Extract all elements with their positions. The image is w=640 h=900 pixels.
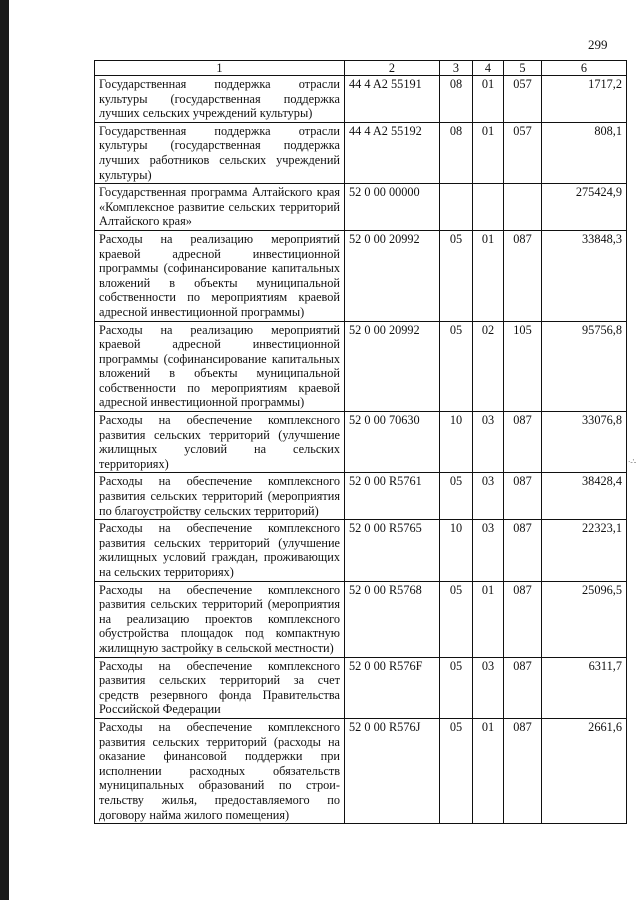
table-row [95, 321, 627, 412]
row-description: Расходы на обеспечение комплексного развития сельских территорий (расходы на оказание финансовой поддержки при исполнении расходных обязательств муниципальных образований по строительству жилья, предоставляемого по договору найма жилого помещения) [95, 718, 345, 823]
budget-table [94, 60, 627, 824]
row-section: 10 [440, 520, 473, 581]
row-section: 05 [440, 657, 473, 718]
column-header: 6 [542, 61, 627, 76]
row-target-code: 44 4 A2 55192 [345, 122, 440, 183]
row-amount: 2661,6 [542, 718, 627, 823]
row-amount: 33848,3 [542, 230, 627, 321]
row-section: 05 [440, 473, 473, 520]
row-subsection: 01 [473, 76, 504, 123]
row-description: Расходы на обеспечение комплексного развития сельских территорий (улучшение жилищных условий граждан, проживающих на сельских территориях) [95, 520, 345, 581]
row-description: Расходы на реализацию мероприятий краевой адресной инвестиционной программы (софинансирование капитальных вложений в объекты муниципальной собственности по мероприятиям краевой адресной инвестиционной программы) [95, 230, 345, 321]
row-target-code: 52 0 00 70630 [345, 412, 440, 473]
table-row [95, 122, 627, 183]
table-row [95, 230, 627, 321]
row-subsection: 03 [473, 520, 504, 581]
row-section: 05 [440, 581, 473, 657]
scan-edge-shadow [0, 0, 9, 900]
row-amount: 25096,5 [542, 581, 627, 657]
row-expense-type: 057 [504, 76, 542, 123]
row-description: Расходы на обеспечение комплексного развития сельских территорий за счет средств резервного фонда Правительства Российской Федерации [95, 657, 345, 718]
table-row [95, 581, 627, 657]
row-description: Расходы на реализацию мероприятий краевой адресной инвестиционной программы (софинансирование капитальных вложений в объекты муниципальной собственности по мероприятиям краевой адресной инвестиционной программы) [95, 321, 345, 412]
table-row [95, 657, 627, 718]
row-section: 08 [440, 76, 473, 123]
row-target-code: 52 0 00 20992 [345, 230, 440, 321]
row-section [440, 184, 473, 231]
row-subsection: 01 [473, 581, 504, 657]
row-amount: 808,1 [542, 122, 627, 183]
table-row [95, 76, 627, 123]
row-subsection: 01 [473, 122, 504, 183]
column-header: 2 [345, 61, 440, 76]
row-amount: 22323,1 [542, 520, 627, 581]
row-expense-type: 087 [504, 412, 542, 473]
page-number: 299 [588, 37, 608, 52]
row-expense-type: 087 [504, 581, 542, 657]
row-subsection: 03 [473, 412, 504, 473]
table-row [95, 412, 627, 473]
row-amount: 95756,8 [542, 321, 627, 412]
row-subsection: 01 [473, 230, 504, 321]
row-amount: 38428,4 [542, 473, 627, 520]
row-subsection: 03 [473, 657, 504, 718]
row-description: Расходы на обеспечение комплексного развития сельских территорий (мероприятия на реализацию проектов комплексного обустройства площадок под компактную жилищную застройку в сельской местности) [95, 581, 345, 657]
row-target-code: 52 0 00 R5765 [345, 520, 440, 581]
row-section: 05 [440, 718, 473, 823]
row-subsection: 01 [473, 718, 504, 823]
row-subsection: 02 [473, 321, 504, 412]
row-expense-type: 087 [504, 520, 542, 581]
row-section: 05 [440, 321, 473, 412]
row-subsection: 03 [473, 473, 504, 520]
row-amount: 6311,7 [542, 657, 627, 718]
row-amount: 275424,9 [542, 184, 627, 231]
row-section: 08 [440, 122, 473, 183]
row-expense-type: 105 [504, 321, 542, 412]
table-row [95, 718, 627, 823]
row-description: Государственная программа Алтайского края «Комплексное развитие сельских территорий Алтайского края» [95, 184, 345, 231]
table-header-row [95, 61, 627, 76]
row-target-code: 52 0 00 R576J [345, 718, 440, 823]
table-row [95, 520, 627, 581]
table-row [95, 473, 627, 520]
row-description: Расходы на обеспечение комплексного развития сельских территорий (улучшение жилищных условий на сельских территориях) [95, 412, 345, 473]
row-description: Государственная поддержка отрасли культуры (государственная поддержка лучших сельских учреждений культуры) [95, 76, 345, 123]
row-target-code: 52 0 00 R5761 [345, 473, 440, 520]
row-expense-type: 087 [504, 473, 542, 520]
row-expense-type: 087 [504, 657, 542, 718]
table-row [95, 184, 627, 231]
row-amount: 1717,2 [542, 76, 627, 123]
margin-mark: ·-'- [628, 458, 637, 466]
row-expense-type: 057 [504, 122, 542, 183]
row-target-code: 52 0 00 00000 [345, 184, 440, 231]
row-description: Государственная поддержка отрасли культуры (государственная поддержка лучших работников сельских учреждений культуры) [95, 122, 345, 183]
row-amount: 33076,8 [542, 412, 627, 473]
row-section: 10 [440, 412, 473, 473]
column-header: 1 [95, 61, 345, 76]
row-expense-type: 087 [504, 230, 542, 321]
row-expense-type [504, 184, 542, 231]
row-target-code: 52 0 00 R576F [345, 657, 440, 718]
row-target-code: 52 0 00 R5768 [345, 581, 440, 657]
row-expense-type: 087 [504, 718, 542, 823]
row-description: Расходы на обеспечение комплексного развития сельских территорий (мероприятия по благоустройству сельских территорий) [95, 473, 345, 520]
column-header: 3 [440, 61, 473, 76]
row-target-code: 52 0 00 20992 [345, 321, 440, 412]
column-header: 5 [504, 61, 542, 76]
column-header: 4 [473, 61, 504, 76]
row-subsection [473, 184, 504, 231]
row-target-code: 44 4 A2 55191 [345, 76, 440, 123]
row-section: 05 [440, 230, 473, 321]
